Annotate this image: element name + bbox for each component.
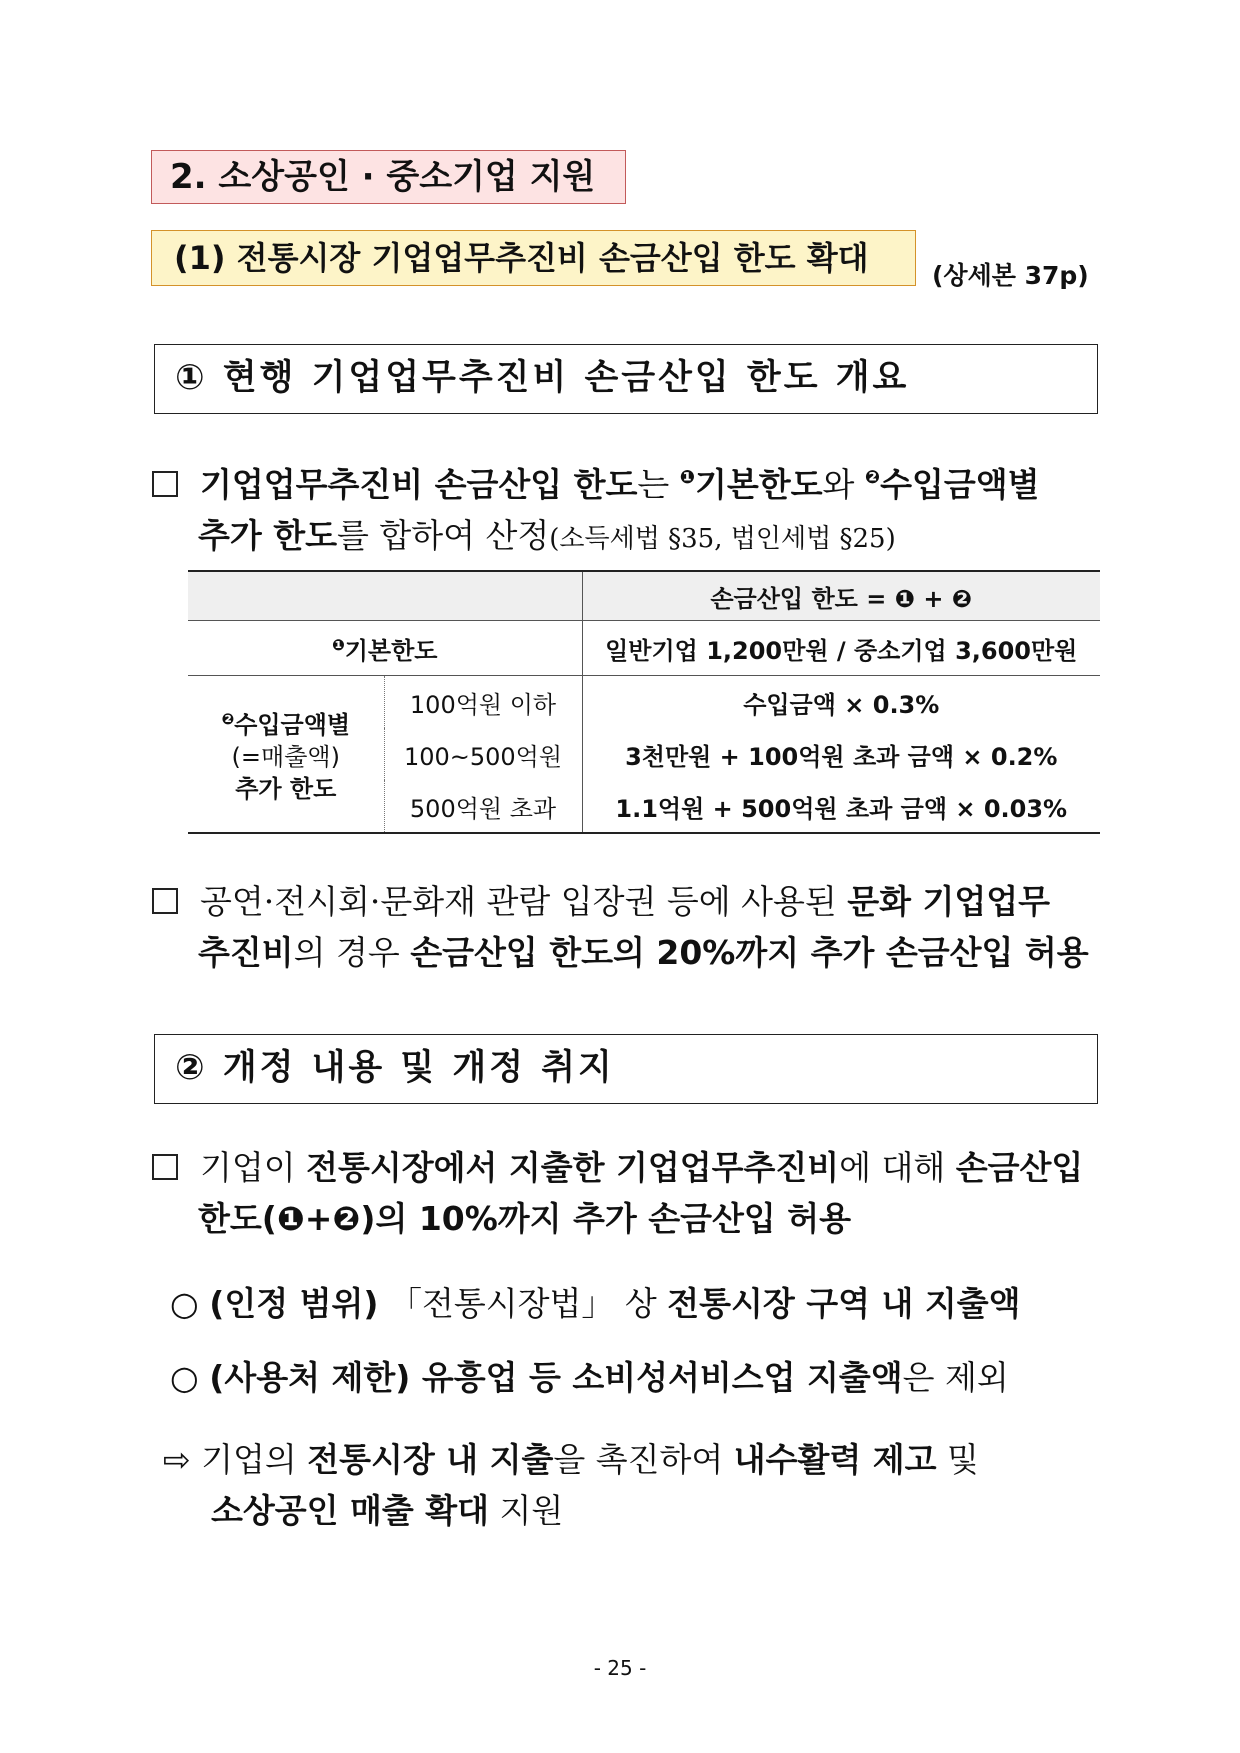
text: 「전통시장법」 상 [378,1284,668,1323]
circle-bullet-icon: ○ [170,1358,199,1397]
checkbox-bullet-icon [152,888,178,914]
text: 기업의 [201,1440,308,1479]
revenue-range: 100억원 이하 [384,676,582,729]
text: 는 [637,465,680,504]
text: 을 촉진하여 [553,1440,734,1479]
text: 공연·전시회·문화재 관람 입장권 등에 사용된 [200,882,848,921]
basic-limit-value: 일반기업 1,200만원 / 중소기업 3,600만원 [582,621,1100,676]
text-strong: 내수활력 제고 [733,1440,937,1479]
text: 와 [822,465,865,504]
mark-2: ❷ [864,467,881,488]
text: 및 [936,1440,979,1479]
law-reference: (소득세법 §35, 법인세법 §25) [549,524,896,554]
text: 를 합하여 산정 [337,516,550,555]
checkbox-bullet-icon [152,471,178,497]
table-row-basic [188,621,1100,676]
mark-1: ❶ [332,635,345,654]
text-strong: 한도(❶+❷)의 10%까지 추가 손금산입 허용 [198,1199,852,1238]
paragraph-amendment [152,1142,1102,1244]
text-strong: 손금산입 [955,1148,1084,1187]
extra-limit-note: (=매출액) [231,743,340,771]
revenue-range: 500억원 초과 [384,780,582,833]
text-strong: 수입금액별 [880,465,1040,504]
arrow-right-icon: ⇨ [163,1440,191,1479]
conclusion [163,1434,979,1536]
text-strong: 문화 기업업무 [847,882,1050,921]
section-title: 2. 소상공인 · 중소기업 지원 [151,150,626,204]
text: 기업이 [200,1148,307,1187]
bullet-scope [170,1278,1020,1325]
text: 지원 [489,1491,564,1530]
text-strong: 소상공인 매출 확대 [211,1491,490,1530]
basic-limit-label [188,621,582,676]
text-strong: 전통시장에서 지출한 기업업무추진비 [306,1148,840,1187]
text-strong: 기업업무추진비 손금산입 한도 [200,465,638,504]
table-row [188,676,1100,729]
box-heading-amendment: ② 개정 내용 및 개정 취지 [154,1034,1098,1104]
text-strong: (사용처 제한) 유흥업 등 소비성서비스업 지출액 [209,1358,903,1397]
paragraph-culture-expense [152,876,1102,978]
basic-limit-text: 기본한도 [344,636,438,665]
circle-bullet-icon: ○ [170,1284,199,1323]
text-strong: 손금산입 한도의 20%까지 추가 손금산입 허용 [410,933,1089,972]
mark-1: ❶ [679,467,696,488]
text-strong: 추가 한도 [198,516,338,555]
extra-limit-text: 수입금액별 [234,711,351,739]
text: 은 제외 [902,1358,1009,1397]
detail-reference: (상세본 37p) [932,261,1089,290]
subsection-title: (1) 전통시장 기업업무추진비 손금산입 한도 확대 [151,230,916,286]
extra-limit-subtext: 추가 한도 [235,775,337,803]
table-header-row [188,571,1100,621]
box-heading-current-status: ① 현행 기업업무추진비 손금산입 한도 개요 [154,344,1098,414]
text-strong: (인정 범위) [209,1284,379,1323]
revenue-formula: 3천만원 + 100억원 초과 금액 × 0.2% [625,742,1058,771]
revenue-formula: 1.1억원 + 500억원 초과 금액 × 0.03% [582,780,1100,833]
text-strong: 전통시장 내 지출 [307,1440,554,1479]
text-strong: 추진비 [198,933,294,972]
extra-limit-label [188,676,384,834]
text-strong: 기본한도 [695,465,823,504]
checkbox-bullet-icon [152,1154,178,1180]
text-strong: 전통시장 구역 내 지출액 [667,1284,1021,1323]
bullet-exclusion [170,1352,1009,1399]
deduction-limit-table [188,570,1100,834]
text: 에 대해 [839,1148,956,1187]
revenue-range: 100~500억원 [384,728,582,780]
mark-2: ❷ [221,710,235,728]
paragraph-limit-overview [152,452,1102,565]
page-number: - 25 - [593,1656,647,1680]
text: 의 경우 [293,933,411,972]
table-header-formula: 손금산입 한도 = ❶ + ❷ [582,571,1100,621]
table-header-empty [188,571,582,621]
revenue-formula: 수입금액 × 0.3% [743,690,940,719]
